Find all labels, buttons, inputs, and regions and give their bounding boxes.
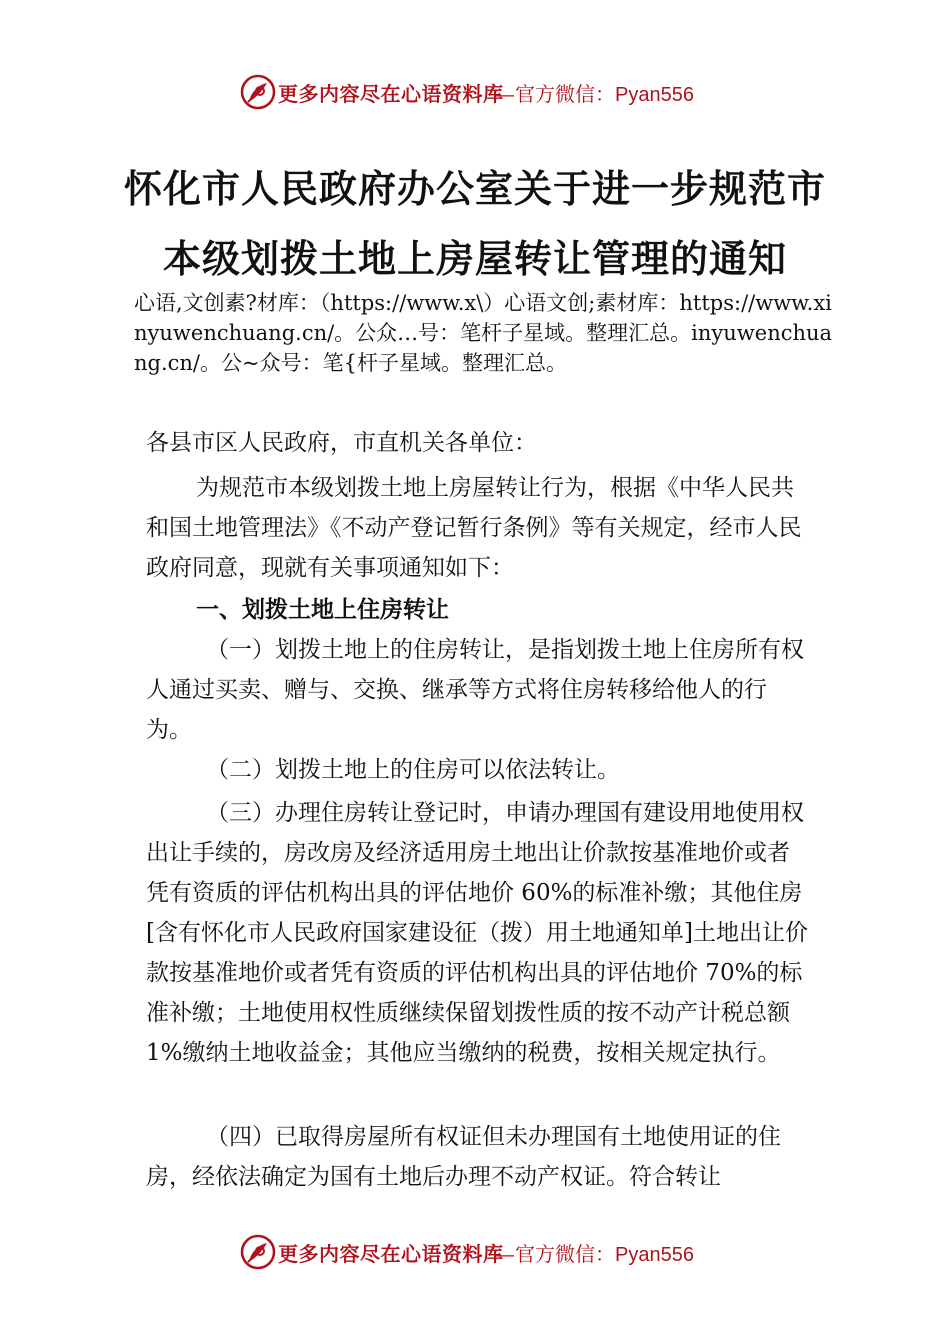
wechat-label: —官方微信： bbox=[495, 82, 615, 106]
source-watermark-text: 心语,文创素?材库：（https://www.x\）心语文创;素材库：https://www.xinyuwenchuang.cn/。公众…号：笔杆子星域。整理汇总。inyuwenchuang.cn/。公~众号：笔{杆子星域。整理汇总。 bbox=[134, 291, 833, 375]
promo-text: 更多内容尽在心语资料库 bbox=[278, 1242, 504, 1266]
header-banner bbox=[0, 70, 950, 114]
rose-seal-icon bbox=[240, 74, 276, 110]
wechat-label: —官方微信： bbox=[495, 1242, 615, 1266]
wechat-id: Pyan556 bbox=[615, 84, 694, 106]
clause-1: （一）划拨土地上的住房转让，是指划拨土地上住房所有权人通过买卖、赠与、交换、继承等方式将住房转移给他人的行为。 bbox=[146, 637, 804, 743]
document-title-line-1: 怀化市人民政府办公室关于进一步规范市 bbox=[123, 166, 826, 211]
document-title-line-2: 本级划拨土地上房屋转让管理的通知 bbox=[162, 236, 787, 281]
footer-banner bbox=[0, 1230, 950, 1274]
rose-seal-icon bbox=[240, 1234, 276, 1270]
intro-paragraph: 为规范市本级划拨土地上房屋转让行为，根据《中华人民共和国土地管理法》《不动产登记暂行条例》等有关规定，经市人民政府同意，现就有关事项通知如下： bbox=[146, 475, 802, 581]
salutation: 各县市区人民政府，市直机关各单位： bbox=[146, 430, 537, 456]
wechat-contact bbox=[495, 1238, 694, 1267]
clause-4: （四）已取得房屋所有权证但未办理国有土地使用证的住房，经依法确定为国有土地后办理不动产权证。符合转让 bbox=[146, 1124, 781, 1190]
promo-text: 更多内容尽在心语资料库 bbox=[278, 82, 504, 106]
clause-3: （三）办理住房转让登记时，申请办理国有建设用地使用权出让手续的，房改房及经济适用房土地出让价款按基准地价或者凭有资质的评估机构出具的评估地价 60%的标准补缴；其他住房[含有怀化市人民政府国家建设征（拨）用土地通知单]土地出让价款按基准地价或者凭有资质的评估机构出具的评估地价 70%的标准补缴；土地使用权性质继续保留划拨性质的按不动产计税总额 1%缴纳土地收益金；其他应当缴纳的税费，按相关规定执行。 bbox=[146, 800, 808, 1066]
wechat-contact bbox=[495, 78, 694, 107]
section-heading: 一、划拨土地上住房转让 bbox=[196, 597, 449, 623]
wechat-id: Pyan556 bbox=[615, 1244, 694, 1266]
clause-2: （二）划拨土地上的住房可以依法转让。 bbox=[206, 757, 620, 783]
